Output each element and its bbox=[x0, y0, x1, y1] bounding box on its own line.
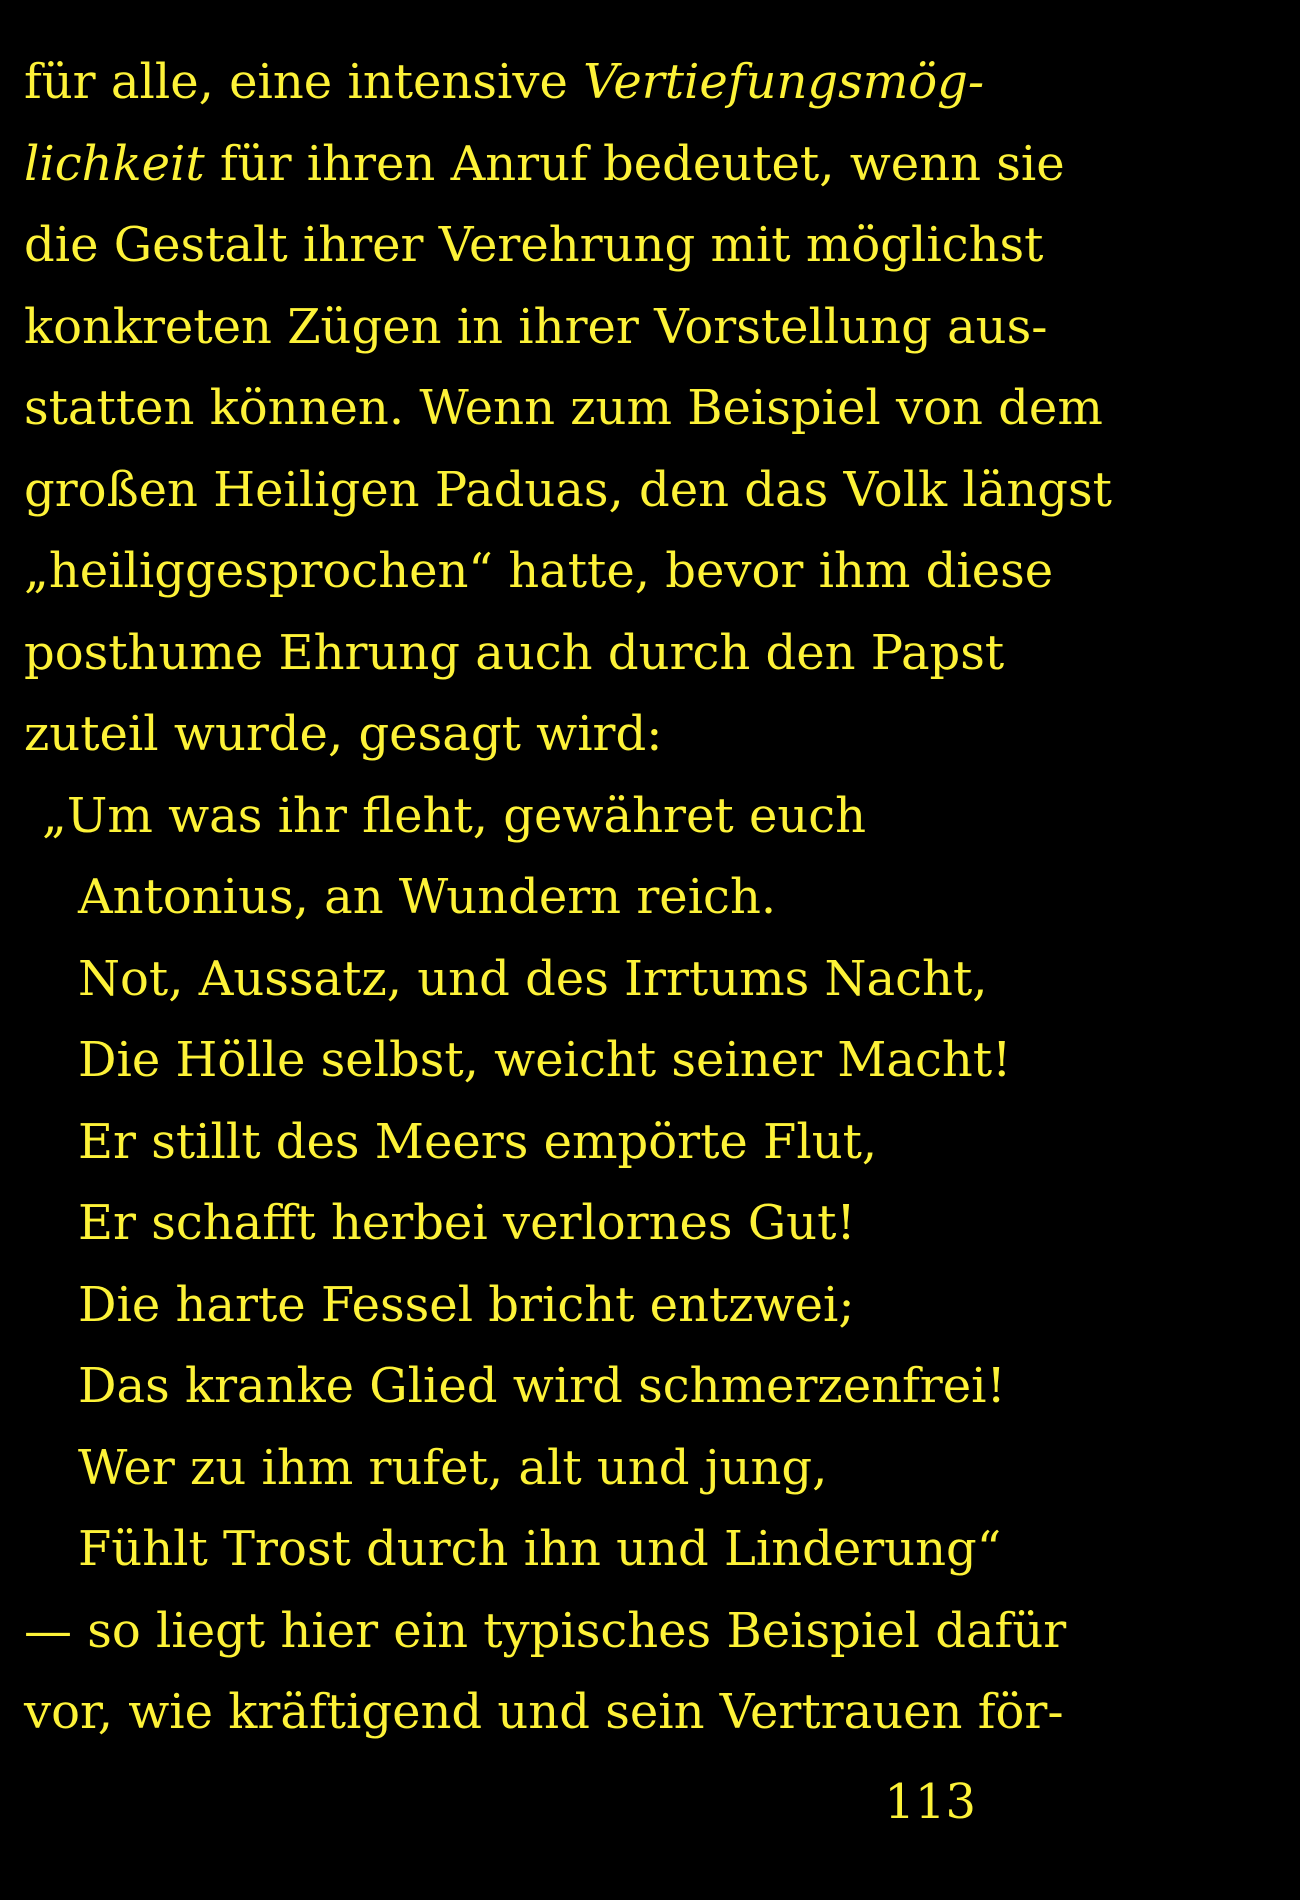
verse-line-5: Er stillt des Meers empörte Flut, bbox=[78, 1113, 878, 1170]
verse-line-3: Not, Aussatz, und des Irrtums Nacht, bbox=[78, 950, 988, 1007]
verse-line-6: Er schafft herbei verlornes Gut! bbox=[78, 1195, 856, 1251]
verse-line-4: Die Hölle selbst, weicht seiner Macht! bbox=[78, 1032, 1012, 1088]
verse-line-2: Antonius, an Wundern reich. bbox=[78, 869, 777, 925]
text-line-1 bbox=[24, 42, 984, 124]
verse-line-9: Wer zu ihm rufet, alt und jung, bbox=[78, 1439, 828, 1496]
text-line-7: „heiliggesprochen“ hatte, bevor ihm diese bbox=[24, 543, 1054, 599]
verse-line-1: „Um was ihr fleht, gewähret euch bbox=[42, 787, 867, 844]
text-line-5: statten können. Wenn zum Beispiel von dem bbox=[24, 380, 1103, 436]
text-line-2 bbox=[24, 124, 1065, 206]
verse-line-8: Das kranke Glied wird schmerzenfrei! bbox=[78, 1358, 1006, 1414]
text-line-8: posthume Ehrung auch durch den Papst bbox=[24, 624, 1005, 681]
verse-line-10: Fühlt Trost durch ihn und Linderung“ bbox=[78, 1521, 1002, 1577]
emphasized-word: Vertiefungsmög- bbox=[583, 54, 985, 110]
text-line-11: vor, wie kräftigend und sein Vertrauen för- bbox=[24, 1684, 1064, 1740]
text-line-3: die Gestalt ihrer Verehrung mit möglichst bbox=[24, 217, 1044, 273]
text-line-6: großen Heiligen Paduas, den das Volk längst bbox=[24, 461, 1112, 518]
text-fragment: für alle, eine intensive bbox=[24, 54, 584, 110]
text-line-4: konkreten Zügen in ihrer Vorstellung aus- bbox=[24, 298, 1048, 355]
text-line-9: zuteil wurde, gesagt wird: bbox=[24, 706, 663, 762]
body-text bbox=[24, 42, 1112, 1754]
verse-line-7: Die harte Fessel bricht entzwei; bbox=[78, 1276, 855, 1333]
text-fragment: für ihren Anruf bedeutet, wenn sie bbox=[204, 135, 1065, 192]
text-line-10: — so liegt hier ein typisches Beispiel dafür bbox=[24, 1602, 1067, 1659]
emphasized-word: lichkeit bbox=[24, 135, 205, 192]
page-number: 113 bbox=[884, 1774, 976, 1830]
